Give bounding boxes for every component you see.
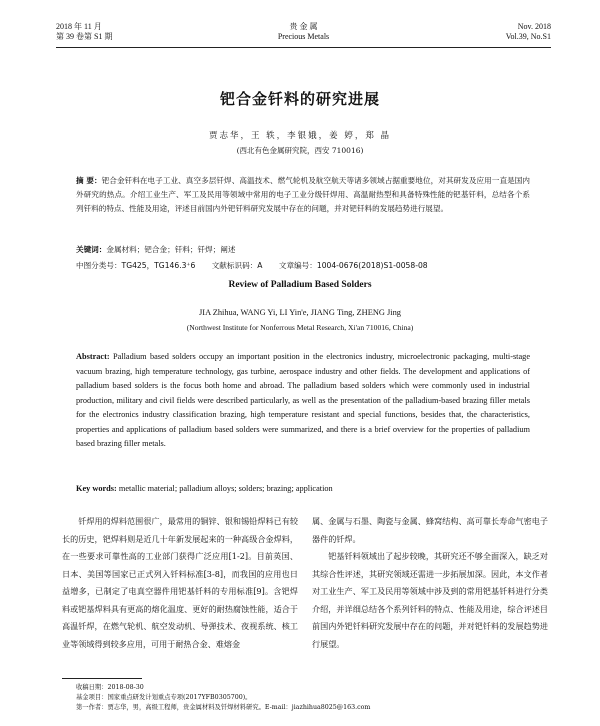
journal-name-cn: 贵 金 属 bbox=[289, 22, 318, 31]
footnote bbox=[76, 683, 536, 713]
abstract-en-label: Abstract: bbox=[76, 352, 110, 361]
abstract-cn bbox=[76, 174, 530, 216]
document-code: 文献标识码：A bbox=[211, 261, 263, 270]
body-right-column bbox=[312, 513, 548, 653]
classification-line bbox=[76, 260, 530, 272]
header-date-en: Nov. 2018 bbox=[517, 22, 551, 31]
affiliation-cn: (西北有色金属研究院，西安 710016) bbox=[236, 146, 364, 155]
affiliation-en: (Northwest Institute for Nonferrous Metal Research, Xi'an 710016, China) bbox=[186, 323, 414, 332]
keywords-cn-label: 关键词： bbox=[76, 245, 107, 254]
article-number: 文章编号：1004-0676(2018)S1-0058-08 bbox=[278, 261, 428, 270]
keywords-cn bbox=[76, 244, 530, 256]
running-header bbox=[56, 22, 551, 48]
footnote-received: 收稿日期：2018-08-30 bbox=[76, 684, 144, 691]
authors-en: JIA Zhihua, WANG Yi, LI Yin'e, JIANG Ting, ZHENG Jing bbox=[199, 308, 401, 317]
keywords-cn-text: 金属材料；钯合金；钎料；钎焊；阐述 bbox=[106, 245, 236, 254]
header-right bbox=[506, 22, 551, 42]
journal-name-en: Precious Metals bbox=[277, 32, 330, 41]
footnote-author: 第一作者：贾志华，男，高级工程师，贵金属材料及钎焊材料研究。E-mail：jiazhihua8025@163.com bbox=[76, 704, 371, 711]
header-divider bbox=[56, 47, 551, 48]
keywords-en bbox=[76, 484, 530, 493]
abstract-en-text: Palladium based solders occupy an important position in the electronics industry, microelectronic packaging, multi-stage vacuum brazing, high temperature technology, gas turbine, aerospace industry and other fields. The development and applications of palladium based solders is the focus both home and abroad. The palladium based solders which were commonly used in industrial production, military and civil fields were described particularly, as well as the presentation of the palladium-based brazing filler metals for the electronics industry classification brazing, high temperature resistant and special functions, besides that, the characteristics, properties and applications of palladium based solders were summarized, and there is a brief overview for the properties of palladium based brazing filler metals. bbox=[76, 352, 530, 448]
abstract-cn-text: 钯合金钎料在电子工业、真空多层钎焊、高温技术、燃气轮机及航空航天等诸多领域占据重要地位，对其研发及应用一直是国内外研究的热点。介绍工业生产、军工及民用等领域中常用的电子工业分级钎焊用、高温耐热型和具备特殊性能的钯基钎料，总结各个系列钎料的特点、性能及用途，评述目前国内外钯钎料研究发展中存在的问题，并对钯钎料的发展趋势进行展望。 bbox=[76, 176, 530, 213]
body-paragraph-1: 钎焊用的焊料范围很广，最常用的铜锌、银和锡铅焊料已有较长的历史，钯焊料则是近几十年新发展起来的一种高级合金焊料，在一些要求可靠性高的工业部门获得广泛应用[1-2]。目前英国、日本、美国等国家已正式列入钎料标准[3-8]，而我国的应用也日益增多，已制定了电真空器件用钯基钎料的专用标准[9]。含钯焊料或钯基焊料具有更高的熔化温度、更好的耐热腐蚀性能，适合于高温钎焊，在燃气轮机、航空发动机、导弹技术、夜视系统、核工业等领域得到较多应用，可用于耐热合金、难熔金 bbox=[62, 516, 298, 649]
title-en: Review of Palladium Based Solders bbox=[228, 280, 372, 290]
body-left-column bbox=[62, 513, 298, 653]
body-paragraph-1-cont: 属、金属与石墨、陶瓷与金属、蜂窝结构、高可靠长寿命气密电子器件的钎焊。 bbox=[312, 516, 548, 544]
keywords-en-text: metallic material; palladium alloys; solders; brazing; application bbox=[118, 484, 333, 493]
footnote-fund: 基金项目：国家重点研发计划重点专项(2017YFB0305700)。 bbox=[76, 694, 252, 701]
keywords-en-label: Key words: bbox=[76, 484, 117, 493]
header-center bbox=[56, 22, 551, 42]
authors-cn: 贾志华，王 轶，李银娥，姜 婷，郑 晶 bbox=[208, 131, 392, 141]
body-paragraph-2: 钯基钎料领域出了起步较晚，其研究还不够全面深入，缺乏对其综合性评述，其研究领域还需进一步拓展加深。因此，本文作者对工业生产、军工及民用等领域中涉及到的常用钯基钎料进行分类介绍，并详细总结各个系列钎料的特点、性能及用途，综合评述目前国内外钯钎料研究发展中存在的问题，并对钯钎料的发展趋势进行展望。 bbox=[312, 551, 548, 649]
title-cn: 钯合金钎料的研究进展 bbox=[219, 90, 380, 108]
header-volume-en: Vol.39, No.S1 bbox=[505, 32, 551, 41]
header-volume: 第 39 卷第 S1 期 bbox=[56, 32, 113, 41]
abstract-cn-label: 摘 要： bbox=[76, 176, 102, 185]
abstract-en bbox=[76, 350, 530, 452]
header-date: 2018 年 11 月 bbox=[56, 22, 102, 31]
clc-number: 中图分类号：TG425，TG146.3⁺6 bbox=[76, 261, 196, 270]
footnote-divider bbox=[62, 678, 142, 679]
